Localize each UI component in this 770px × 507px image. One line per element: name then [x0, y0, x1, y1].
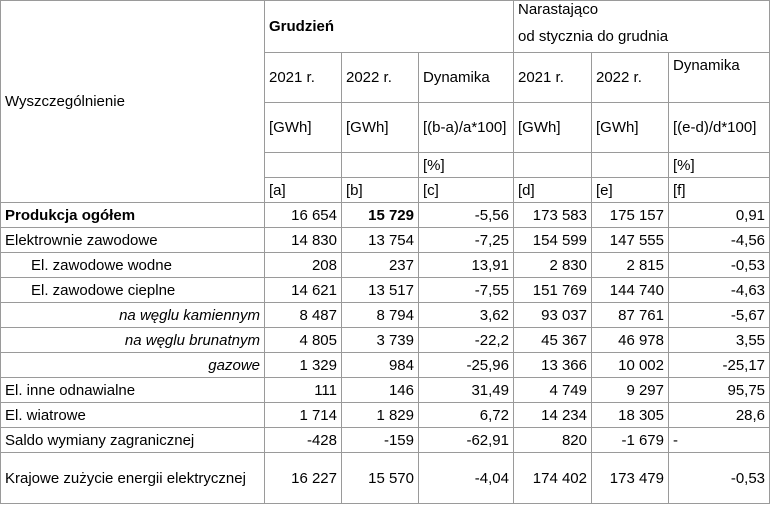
cell-c: -4,04: [419, 453, 514, 504]
cell-a: 1 714: [265, 403, 342, 428]
col-letter-d: [d]: [514, 178, 592, 203]
cell-c: -62,91: [419, 428, 514, 453]
cell-c: 3,62: [419, 303, 514, 328]
cell-a: 16 227: [265, 453, 342, 504]
cell-f: 0,91: [669, 203, 770, 228]
row-label: gazowe: [1, 353, 265, 378]
cell-d: 13 366: [514, 353, 592, 378]
col-letter-c: [c]: [419, 178, 514, 203]
cell-c: -7,55: [419, 278, 514, 303]
cell-b: 13 754: [342, 228, 419, 253]
cell-e: 46 978: [592, 328, 669, 353]
cell-f: -0,53: [669, 253, 770, 278]
cell-a: 4 805: [265, 328, 342, 353]
percent-f: [%]: [669, 153, 770, 178]
cell-a: 111: [265, 378, 342, 403]
row-label: Krajowe zużycie energii elektrycznej: [1, 453, 265, 504]
cell-e: 144 740: [592, 278, 669, 303]
cell-d: 173 583: [514, 203, 592, 228]
col-letter-f: [f]: [669, 178, 770, 203]
cell-a: 16 654: [265, 203, 342, 228]
cell-f: 3,55: [669, 328, 770, 353]
cell-a: 1 329: [265, 353, 342, 378]
cell-b: 3 739: [342, 328, 419, 353]
row-label: Saldo wymiany zagranicznej: [1, 428, 265, 453]
cell-f: 28,6: [669, 403, 770, 428]
cell-b: 13 517: [342, 278, 419, 303]
cell-e: 147 555: [592, 228, 669, 253]
cell-d: 151 769: [514, 278, 592, 303]
cell-d: 820: [514, 428, 592, 453]
cell-c: -25,96: [419, 353, 514, 378]
year-2021-cum-header: 2021 r.: [514, 53, 592, 103]
row-label: na węglu brunatnym: [1, 328, 265, 353]
cell-c: 6,72: [419, 403, 514, 428]
formula-c: [(b-a)/a*100]: [419, 103, 514, 153]
cell-b: -159: [342, 428, 419, 453]
cell-a: 14 621: [265, 278, 342, 303]
cell-b: 8 794: [342, 303, 419, 328]
col-letter-e: [e]: [592, 178, 669, 203]
unit-d: [GWh]: [514, 103, 592, 153]
col-letter-b: [b]: [342, 178, 419, 203]
table-row: [1, 328, 770, 353]
cell-d: 154 599: [514, 228, 592, 253]
unit-a: [GWh]: [265, 103, 342, 153]
table-row: [1, 253, 770, 278]
cell-d: 4 749: [514, 378, 592, 403]
year-2021-header: 2021 r.: [265, 53, 342, 103]
cell-b: 146: [342, 378, 419, 403]
cell-e: 10 002: [592, 353, 669, 378]
cell-c: -5,56: [419, 203, 514, 228]
cell-f: -4,63: [669, 278, 770, 303]
dynamics-header: Dynamika: [419, 53, 514, 103]
table-row: [1, 303, 770, 328]
cell-e: 175 157: [592, 203, 669, 228]
row-label: Elektrownie zawodowe: [1, 228, 265, 253]
cell-b: 15 570: [342, 453, 419, 504]
unit-e: [GWh]: [592, 103, 669, 153]
row-label: El. inne odnawialne: [1, 378, 265, 403]
cell-a: 208: [265, 253, 342, 278]
cell-a: 14 830: [265, 228, 342, 253]
row-label: El. zawodowe wodne: [1, 253, 265, 278]
row-label-header: Wyszczególnienie: [1, 1, 265, 203]
table-row: [1, 353, 770, 378]
group-header-cumulative-line1: Narastająco: [514, 1, 770, 28]
cell-e: -1 679: [592, 428, 669, 453]
cell-d: 2 830: [514, 253, 592, 278]
table-row: [1, 228, 770, 253]
table-row: [1, 428, 770, 453]
cell-a: -428: [265, 428, 342, 453]
row-label: El. zawodowe cieplne: [1, 278, 265, 303]
cell-d: 14 234: [514, 403, 592, 428]
percent-c: [%]: [419, 153, 514, 178]
table-row: [1, 278, 770, 303]
cell-f: -: [669, 428, 770, 453]
cell-f: -25,17: [669, 353, 770, 378]
cell-f: -4,56: [669, 228, 770, 253]
year-2022-cum-header: 2022 r.: [592, 53, 669, 103]
cell-b: 237: [342, 253, 419, 278]
cell-a: 8 487: [265, 303, 342, 328]
group-header-cumulative-line2: od stycznia do grudnia: [514, 28, 770, 53]
cell-c: -7,25: [419, 228, 514, 253]
cell-d: 93 037: [514, 303, 592, 328]
cell-d: 45 367: [514, 328, 592, 353]
row-label: Produkcja ogółem: [1, 203, 265, 228]
table-row: [1, 203, 770, 228]
cell-f: 95,75: [669, 378, 770, 403]
table-row: [1, 453, 770, 504]
cell-e: 173 479: [592, 453, 669, 504]
cell-e: 18 305: [592, 403, 669, 428]
table-row: [1, 403, 770, 428]
cell-e: 9 297: [592, 378, 669, 403]
cell-f: -0,53: [669, 453, 770, 504]
cell-f: -5,67: [669, 303, 770, 328]
cell-c: 31,49: [419, 378, 514, 403]
group-header-december: Grudzień: [265, 1, 514, 53]
formula-f: [(e-d)/d*100]: [669, 103, 770, 153]
col-letter-a: [a]: [265, 178, 342, 203]
cell-e: 2 815: [592, 253, 669, 278]
cell-c: 13,91: [419, 253, 514, 278]
cell-b: 15 729: [342, 203, 419, 228]
cell-e: 87 761: [592, 303, 669, 328]
cell-b: 984: [342, 353, 419, 378]
dynamics-cum-header: Dynamika: [669, 53, 770, 103]
cell-d: 174 402: [514, 453, 592, 504]
year-2022-header: 2022 r.: [342, 53, 419, 103]
row-label: El. wiatrowe: [1, 403, 265, 428]
row-label: na węglu kamiennym: [1, 303, 265, 328]
unit-b: [GWh]: [342, 103, 419, 153]
cell-c: -22,2: [419, 328, 514, 353]
table-row: [1, 378, 770, 403]
cell-b: 1 829: [342, 403, 419, 428]
